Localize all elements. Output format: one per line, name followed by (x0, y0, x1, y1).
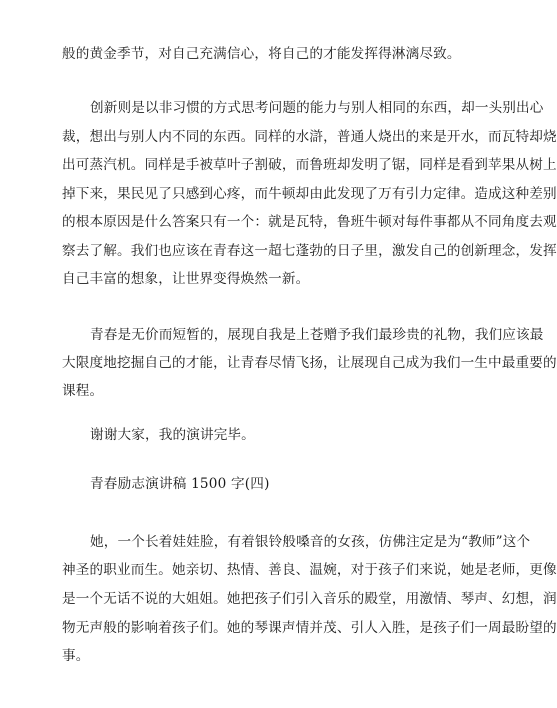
section-heading: 青春励志演讲稿 1500 字(四) (90, 476, 270, 492)
text-line: 大限度地挖掘自己的才能，让青春尽情飞扬，让展现自己成为我们一生中最重要的 (62, 355, 557, 371)
paragraph-first-line: 她，一个长着娃娃脸，有着银铃般嗓音的女孩，仿佛注定是为“教师”这个 (90, 534, 531, 550)
paragraph-first-line: 青春是无价而短暂的，展现自我是上苍赠予我们最珍贵的礼物，我们应该最 (90, 327, 544, 343)
text-line: 物无声般的影响着孩子们。她的琴课声情并茂、引人入胜，是孩子们一周最盼望的 (62, 620, 557, 636)
text-line: 事。 (62, 648, 90, 664)
text-line: 神圣的职业而生。她亲切、热情、善良、温婉，对于孩子们来说，她是老师，更像 (62, 562, 557, 578)
text-line: 是一个无话不说的大姐姐。她把孩子们引入音乐的殿堂，用激情、琴声、幻想，润 (62, 591, 557, 607)
text-line: 般的黄金季节，对自己充满信心，将自己的才能发挥得淋漓尽致。 (62, 46, 461, 62)
text-line: 出可蒸汽机。同样是手被草叶子割破，而鲁班却发明了锯，同样是看到苹果从树上 (62, 157, 557, 173)
text-line: 掉下来，果民见了只感到心疼，而牛顿却由此发现了万有引力定律。造成这种差别 (62, 186, 557, 202)
text-line: 课程。 (62, 383, 104, 399)
closing-line: 谢谢大家，我的演讲完毕。 (90, 427, 255, 443)
text-line: 自己丰富的想象，让世界变得焕然一新。 (62, 271, 310, 287)
text-line: 的根本原因是什么答案只有一个：就是瓦特，鲁班牛顿对每件事都从不同角度去观 (62, 214, 557, 230)
text-line: 裁，想出与别人内不同的东西。同样的水滸，普通人烧出的来是开水，而瓦特却烧 (62, 129, 557, 145)
paragraph-first-line: 创新则是以非习惯的方式思考问题的能力与别人相同的东西，却一头别出心 (90, 100, 544, 116)
text-line: 察去了解。我们也应该在青春这一超七蓬勃的日子里，激发自己的创新理念，发挥 (62, 243, 557, 259)
